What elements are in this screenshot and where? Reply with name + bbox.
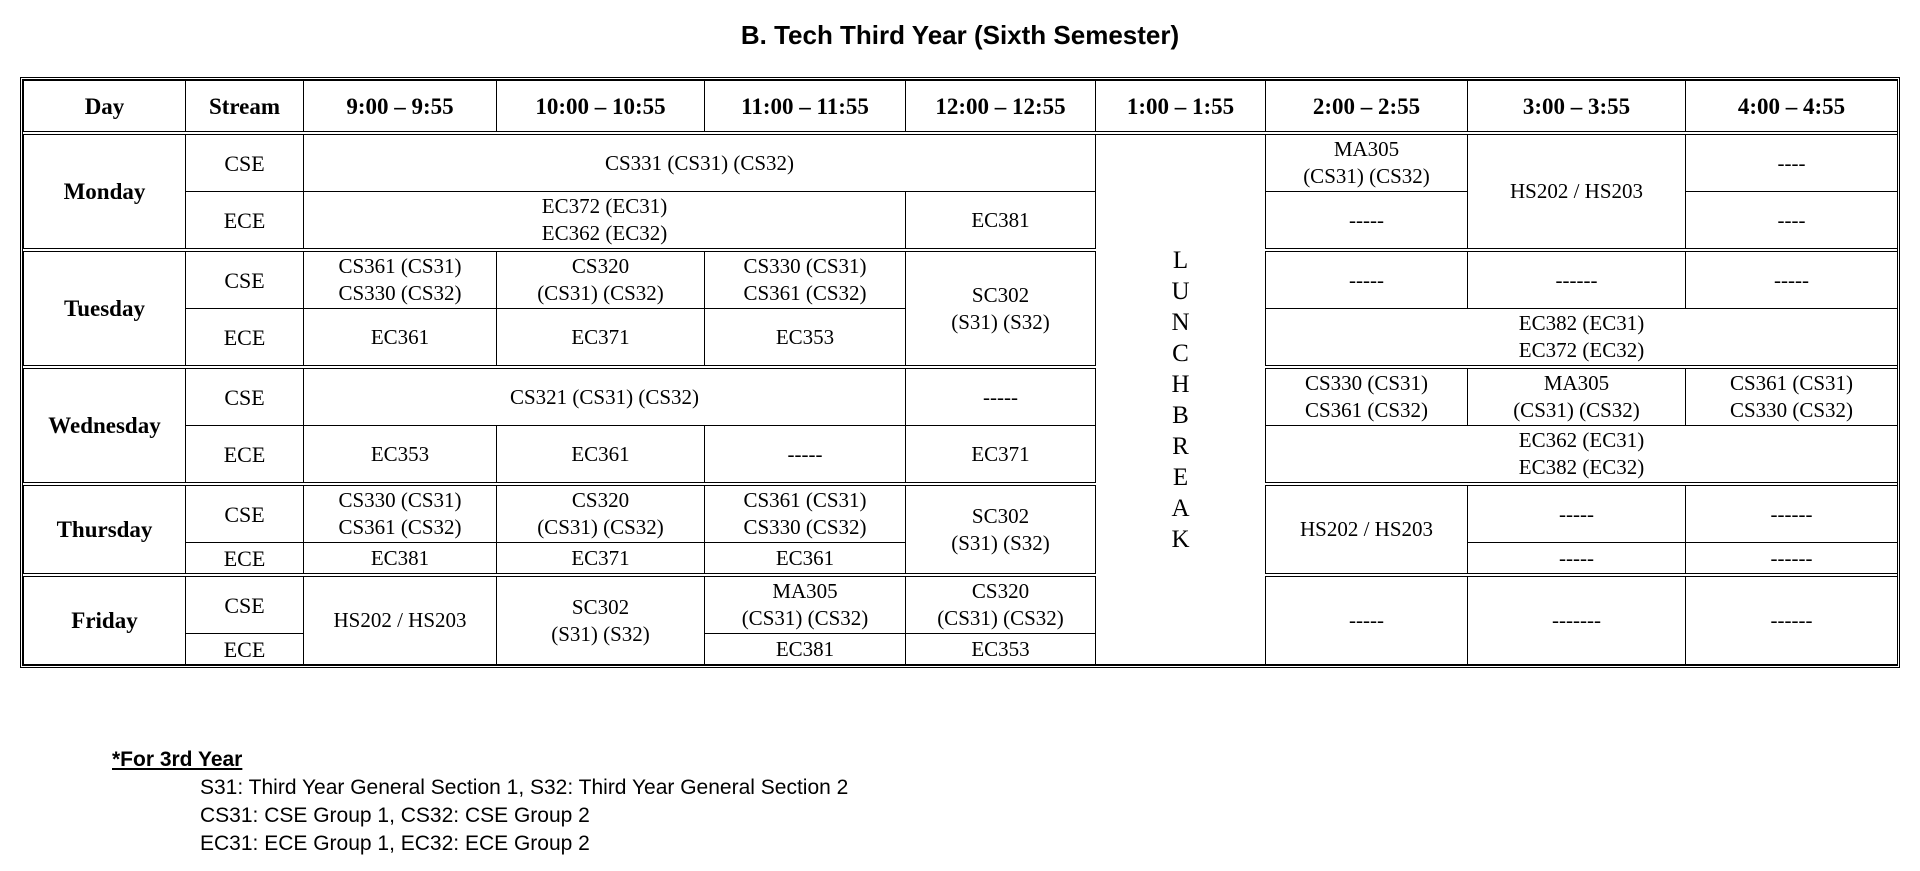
tuesday-cse-9: CS361 (CS31) CS330 (CS32) bbox=[304, 250, 497, 309]
monday-ece-12: EC381 bbox=[906, 192, 1096, 251]
tuesday-12: SC302 (S31) (S32) bbox=[906, 250, 1096, 367]
day-thursday: Thursday bbox=[24, 484, 186, 575]
monday-ece-stream: ECE bbox=[186, 192, 304, 251]
thursday-cse-4pm: ------ bbox=[1686, 484, 1898, 543]
wednesday-cse-4pm: CS361 (CS31) CS330 (CS32) bbox=[1686, 367, 1898, 426]
wednesday-cse-2pm: CS330 (CS31) CS361 (CS32) bbox=[1266, 367, 1468, 426]
footnote-title: *For 3rd Year bbox=[112, 748, 243, 771]
friday-4pm: ------ bbox=[1686, 575, 1898, 665]
thursday-cse-3pm: ----- bbox=[1468, 484, 1686, 543]
thursday-ece-11: EC361 bbox=[705, 543, 906, 576]
thursday-ece-10: EC371 bbox=[497, 543, 705, 576]
wednesday-cse-morning: CS321 (CS31) (CS32) bbox=[304, 367, 906, 426]
tuesday-cse-11: CS330 (CS31) CS361 (CS32) bbox=[705, 250, 906, 309]
header-slot-3: 3:00 – 3:55 bbox=[1468, 81, 1686, 134]
tuesday-cse-10: CS320 (CS31) (CS32) bbox=[497, 250, 705, 309]
thursday-ece-3pm: ----- bbox=[1468, 543, 1686, 576]
wednesday-cse-3pm: MA305 (CS31) (CS32) bbox=[1468, 367, 1686, 426]
thursday-cse-9: CS330 (CS31) CS361 (CS32) bbox=[304, 484, 497, 543]
header-slot-11: 11:00 – 11:55 bbox=[705, 81, 906, 134]
tuesday-ece-afternoon: EC382 (EC31) EC372 (EC32) bbox=[1266, 309, 1898, 368]
header-slot-2: 2:00 – 2:55 bbox=[1266, 81, 1468, 134]
header-slot-12: 12:00 – 12:55 bbox=[906, 81, 1096, 134]
timetable-grid bbox=[23, 80, 1898, 665]
monday-3pm: HS202 / HS203 bbox=[1468, 133, 1686, 250]
thursday-2pm: HS202 / HS203 bbox=[1266, 484, 1468, 575]
monday-cse-stream: CSE bbox=[186, 133, 304, 192]
day-monday: Monday bbox=[24, 133, 186, 250]
header-slot-10: 10:00 – 10:55 bbox=[497, 81, 705, 134]
monday-cse-2pm: MA305 (CS31) (CS32) bbox=[1266, 133, 1468, 192]
friday-ece-12: EC353 bbox=[906, 634, 1096, 665]
wednesday-ece-9: EC353 bbox=[304, 426, 497, 485]
footnote bbox=[112, 746, 848, 858]
tuesday-cse-3pm: ------ bbox=[1468, 250, 1686, 309]
tuesday-ece-10: EC371 bbox=[497, 309, 705, 368]
wednesday-cse-12: ----- bbox=[906, 367, 1096, 426]
friday-ece-stream: ECE bbox=[186, 634, 304, 665]
tuesday-cse-4pm: ----- bbox=[1686, 250, 1898, 309]
tuesday-ece-stream: ECE bbox=[186, 309, 304, 368]
timetable bbox=[20, 77, 1900, 668]
day-wednesday: Wednesday bbox=[24, 367, 186, 484]
lunch-break-label: LUNCH BREAK bbox=[1171, 246, 1190, 553]
monday-cse-morning: CS331 (CS31) (CS32) bbox=[304, 133, 1096, 192]
thursday-cse-11: CS361 (CS31) CS330 (CS32) bbox=[705, 484, 906, 543]
monday-cse-4pm: ---- bbox=[1686, 133, 1898, 192]
footnote-line-sections: S31: Third Year General Section 1, S32: Third Year General Section 2 bbox=[200, 776, 849, 799]
monday-ece-4pm: ---- bbox=[1686, 192, 1898, 251]
header-stream: Stream bbox=[186, 81, 304, 134]
wednesday-ece-10: EC361 bbox=[497, 426, 705, 485]
thursday-12: SC302 (S31) (S32) bbox=[906, 484, 1096, 575]
friday-2pm: ----- bbox=[1266, 575, 1468, 665]
page-title: B. Tech Third Year (Sixth Semester) bbox=[740, 20, 1180, 50]
friday-cse-stream: CSE bbox=[186, 575, 304, 634]
friday-ece-11: EC381 bbox=[705, 634, 906, 665]
day-tuesday: Tuesday bbox=[24, 250, 186, 367]
header-slot-9: 9:00 – 9:55 bbox=[304, 81, 497, 134]
wednesday-ece-stream: ECE bbox=[186, 426, 304, 485]
tuesday-ece-11: EC353 bbox=[705, 309, 906, 368]
day-friday: Friday bbox=[24, 575, 186, 665]
friday-cse-11: MA305 (CS31) (CS32) bbox=[705, 575, 906, 634]
lunch-break bbox=[1096, 133, 1266, 665]
wednesday-cse-stream: CSE bbox=[186, 367, 304, 426]
friday-cse-12: CS320 (CS31) (CS32) bbox=[906, 575, 1096, 634]
tuesday-ece-9: EC361 bbox=[304, 309, 497, 368]
monday-ece-2pm: ----- bbox=[1266, 192, 1468, 251]
wednesday-ece-12: EC371 bbox=[906, 426, 1096, 485]
header-day: Day bbox=[24, 81, 186, 134]
tuesday-cse-stream: CSE bbox=[186, 250, 304, 309]
thursday-ece-stream: ECE bbox=[186, 543, 304, 576]
monday-ece-morning: EC372 (EC31) EC362 (EC32) bbox=[304, 192, 906, 251]
tuesday-cse-2pm: ----- bbox=[1266, 250, 1468, 309]
thursday-ece-9: EC381 bbox=[304, 543, 497, 576]
header-slot-1: 1:00 – 1:55 bbox=[1096, 81, 1266, 134]
friday-10: SC302 (S31) (S32) bbox=[497, 575, 705, 665]
friday-3pm: ------- bbox=[1468, 575, 1686, 665]
thursday-ece-4pm: ------ bbox=[1686, 543, 1898, 576]
friday-9: HS202 / HS203 bbox=[304, 575, 497, 665]
footnote-line-cse-groups: CS31: CSE Group 1, CS32: CSE Group 2 bbox=[200, 804, 590, 827]
thursday-cse-stream: CSE bbox=[186, 484, 304, 543]
footnote-line-ece-groups: EC31: ECE Group 1, EC32: ECE Group 2 bbox=[200, 832, 590, 855]
wednesday-ece-11: ----- bbox=[705, 426, 906, 485]
wednesday-ece-afternoon: EC362 (EC31) EC382 (EC32) bbox=[1266, 426, 1898, 485]
header-slot-4: 4:00 – 4:55 bbox=[1686, 81, 1898, 134]
thursday-cse-10: CS320 (CS31) (CS32) bbox=[497, 484, 705, 543]
